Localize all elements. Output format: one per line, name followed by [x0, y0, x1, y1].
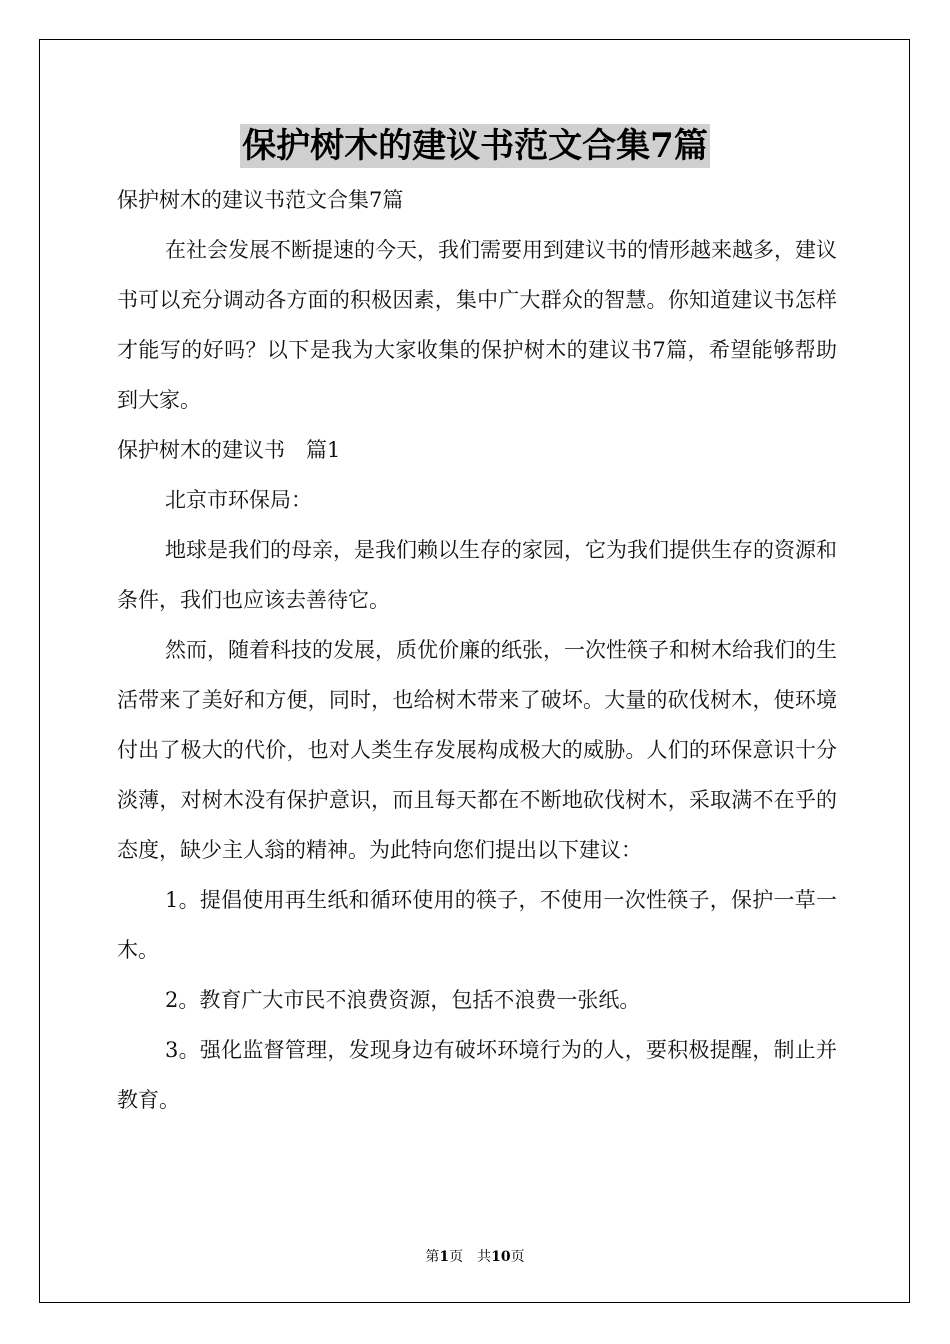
subtitle-line: 保护树木的建议书范文合集7篇	[117, 188, 404, 212]
body-paragraph: 地球是我们的母亲，是我们赖以生存的家园，它为我们提供生存的资源和条件，我们也应该去善待它。	[117, 538, 837, 612]
intro-paragraph: 在社会发展不断提速的今天，我们需要用到建议书的情形越来越多，建议书可以充分调动各方面的积极因素，集中广大群众的智慧。你知道建议书怎样才能写的好吗？以下是我为大家收集的保护树木的建议书7篇，希望能够帮助到大家。	[117, 238, 837, 412]
suggestion-item: 2。教育广大市民不浪费资源，包括不浪费一张纸。	[165, 988, 641, 1012]
document-body	[117, 175, 837, 1125]
salutation: 北京市环保局：	[165, 488, 312, 512]
page-mid: 页 共	[449, 1249, 492, 1265]
document-title: 保护树木的建议书范文合集7篇	[242, 126, 708, 166]
section-heading: 保护树木的建议书 篇1	[117, 438, 341, 462]
title-container	[0, 124, 950, 168]
page-suffix: 页	[510, 1249, 525, 1265]
page-prefix: 第	[425, 1249, 440, 1265]
total-page-number: 10	[491, 1249, 511, 1265]
page-footer	[0, 1246, 950, 1266]
suggestion-item: 3。强化监督管理，发现身边有破坏环境行为的人，要积极提醒，制止并教育。	[117, 1038, 837, 1112]
current-page-number: 1	[439, 1249, 450, 1265]
body-paragraph: 然而，随着科技的发展，质优价廉的纸张，一次性筷子和树木给我们的生活带来了美好和方便，同时，也给树木带来了破坏。大量的砍伐树木，使环境付出了极大的代价，也对人类生存发展构成极大的威胁。人们的环保意识十分淡薄，对树木没有保护意识，而且每天都在不断地砍伐树木，采取满不在乎的态度，缺少主人翁的精神。为此特向您们提出以下建议：	[117, 638, 837, 862]
suggestion-item: 1。提倡使用再生纸和循环使用的筷子，不使用一次性筷子，保护一草一木。	[117, 888, 837, 962]
